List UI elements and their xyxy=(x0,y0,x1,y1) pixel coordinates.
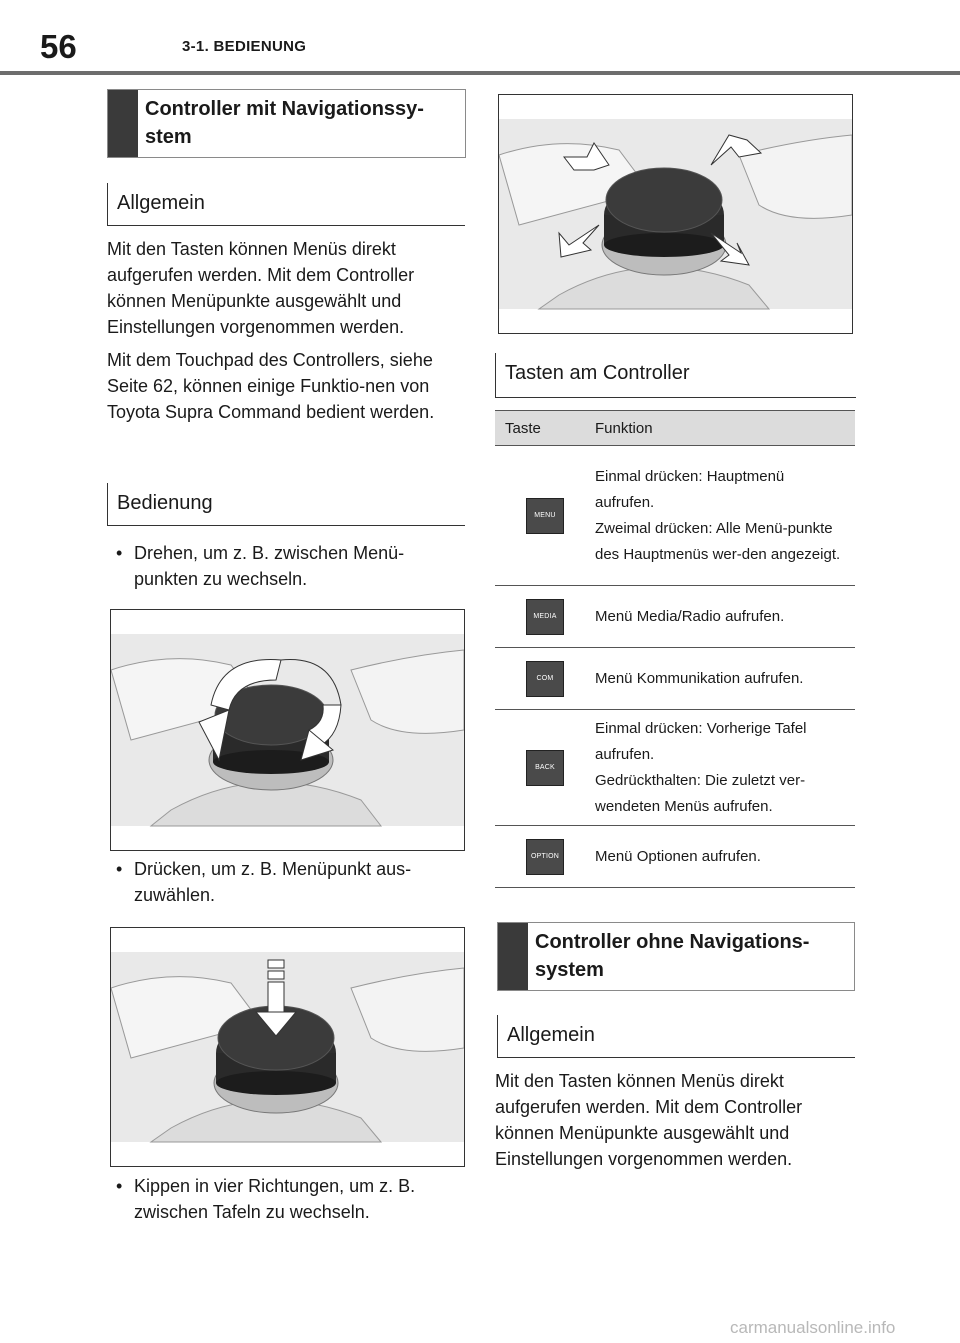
page-number: 56 xyxy=(40,28,77,65)
column-header-function: Funktion xyxy=(595,411,855,446)
table-row xyxy=(495,648,855,710)
function-cell: Einmal drücken: Vorherige Tafel aufrufen. Gedrückthalten: Die zuletzt ver-wendeten Menüs aufrufen. xyxy=(595,710,855,826)
figure-tilt-controller xyxy=(498,94,853,334)
bullet-marker: • xyxy=(116,859,123,879)
function-cell: Einmal drücken: Hauptmenü aufrufen. Zweimal drücken: Alle Menü-punkte des Hauptmenüs wer-den angezeigt. xyxy=(595,446,855,586)
table-row xyxy=(495,826,855,888)
section-title-without-nav xyxy=(497,922,855,991)
section-title-with-nav xyxy=(107,89,466,158)
watermark: carmanualsonline.info xyxy=(730,1318,896,1337)
option-button-icon: OPTION xyxy=(526,839,564,875)
com-button-icon: COM xyxy=(526,661,564,697)
controller-press-illustration xyxy=(111,928,464,1166)
figure-press-controller xyxy=(110,927,465,1167)
subheading-allgemein xyxy=(107,183,465,226)
section-title-text: Controller ohne Navigations- system xyxy=(535,931,810,981)
bullet-item xyxy=(112,540,466,592)
paragraph: Mit den Tasten können Menüs direkt aufgerufen werden. Mit dem Controller können Menüpunkte ausgewählt und Einstellungen vorgenommen werden. xyxy=(107,239,415,337)
function-cell: Menü Optionen aufrufen. xyxy=(595,826,855,888)
key-cell xyxy=(495,826,595,888)
section-title-text: Controller mit Navigationssy- stem xyxy=(145,98,424,148)
subheading-text: Allgemein xyxy=(507,1024,595,1046)
controller-tilt-illustration xyxy=(499,95,852,333)
subheading-text: Allgemein xyxy=(117,192,205,214)
key-cell xyxy=(495,710,595,826)
menu-button-icon: MENU xyxy=(526,498,564,534)
subheading-tasten xyxy=(495,353,856,398)
function-cell: Menü Kommunikation aufrufen. xyxy=(595,648,855,710)
back-button-icon: BACK xyxy=(526,750,564,786)
subheading-text: Tasten am Controller xyxy=(505,362,690,384)
bullet-item xyxy=(112,856,466,908)
media-button-icon: MEDIA xyxy=(526,599,564,635)
controller-rotate-illustration xyxy=(111,610,464,850)
column-header-key: Taste xyxy=(495,411,595,446)
subheading-allgemein-2 xyxy=(497,1015,855,1058)
bullet-text: Kippen in vier Richtungen, um z. B. zwischen Tafeln zu wechseln. xyxy=(134,1176,416,1222)
paragraph: Mit den Tasten können Menüs direkt aufgerufen werden. Mit dem Controller können Menüpunkte ausgewählt und Einstellungen vorgenommen werden. xyxy=(495,1071,803,1169)
paragraph: Mit dem Touchpad des Controllers, siehe Seite 62, können einige Funktio-nen von Toyota Supra Command bedient werden. xyxy=(107,350,435,422)
figure-rotate-controller xyxy=(110,609,465,851)
subheading-text: Bedienung xyxy=(117,492,213,514)
bullet-item xyxy=(112,1173,474,1225)
key-cell xyxy=(495,648,595,710)
function-cell: Menü Media/Radio aufrufen. xyxy=(595,586,855,648)
key-cell xyxy=(495,446,595,586)
keys-table xyxy=(495,410,855,888)
bullet-marker: • xyxy=(116,543,123,563)
subheading-bedienung xyxy=(107,483,465,526)
bullet-marker: • xyxy=(116,1176,123,1196)
table-row xyxy=(495,586,855,648)
title-bar xyxy=(108,90,138,157)
bullet-text: Drehen, um z. B. zwischen Menü-punkten zu wechseln. xyxy=(134,543,405,589)
table-header-row xyxy=(495,411,855,446)
bullet-text: Drücken, um z. B. Menüpunkt aus-zuwählen. xyxy=(134,859,412,905)
table-row xyxy=(495,710,855,826)
table-row xyxy=(495,446,855,586)
key-cell xyxy=(495,586,595,648)
chapter-title: 3-1. BEDIENUNG xyxy=(182,38,307,55)
title-bar xyxy=(498,923,528,990)
header-rule xyxy=(0,71,960,75)
